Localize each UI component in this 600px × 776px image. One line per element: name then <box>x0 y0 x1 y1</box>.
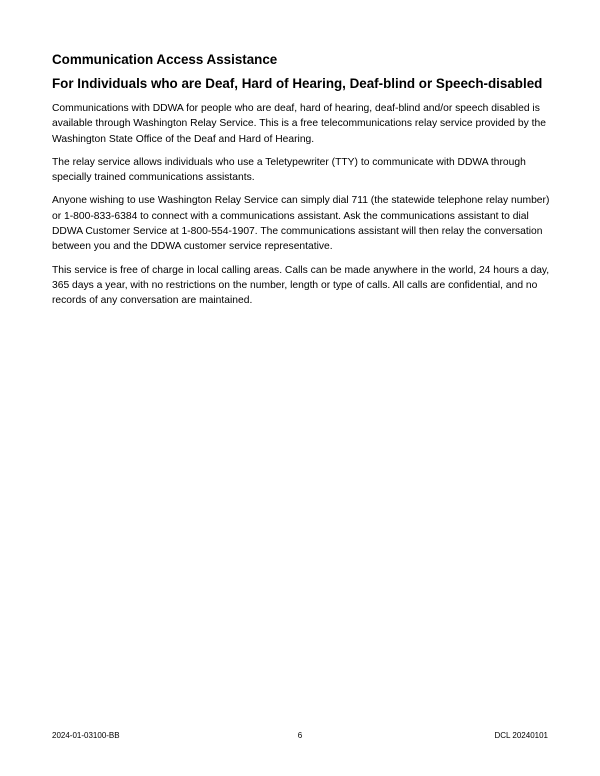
footer-doc-code: 2024-01-03100-BB <box>52 731 120 740</box>
paragraph-how-to-use: Anyone wishing to use Washington Relay Service can simply dial 711 (the statewide telephone relay number) or 1-800-833-6384 to connect with a communications assistant. Ask the communications assistant to dial DDWA Customer Service at 1-800-554-1907. The communications assistant will then relay the conversation between you and the DDWA customer service representative. <box>52 195 550 253</box>
section-heading: Communication Access Assistance <box>52 52 278 67</box>
footer-page-number: 6 <box>297 731 303 740</box>
paragraph-relay-availability: Communications with DDWA for people who are deaf, hard of hearing, deaf-blind and/or speech disabled is available through Washington Relay Service. This is a free telecommunications relay service provided by the Washington State Office of the Deaf and Hard of Hearing. <box>52 103 546 145</box>
paragraph-free-of-charge: This service is free of charge in local calling areas. Calls can be made anywhere in the world, 24 hours a day, 365 days a year, with no restrictions on the number, length or type of calls. All calls are confidential, and no records of any conversation are maintained. <box>52 264 550 307</box>
page-content <box>52 52 552 317</box>
section-subheading: For Individuals who are Deaf, Hard of Hearing, Deaf-blind or Speech-disabled <box>52 76 543 91</box>
footer-revision: DCL 20240101 <box>494 731 548 740</box>
paragraph-tty: The relay service allows individuals who use a Teletypewriter (TTY) to communicate with DDWA through specially trained communications assistants. <box>52 156 526 184</box>
page-footer <box>52 730 548 742</box>
